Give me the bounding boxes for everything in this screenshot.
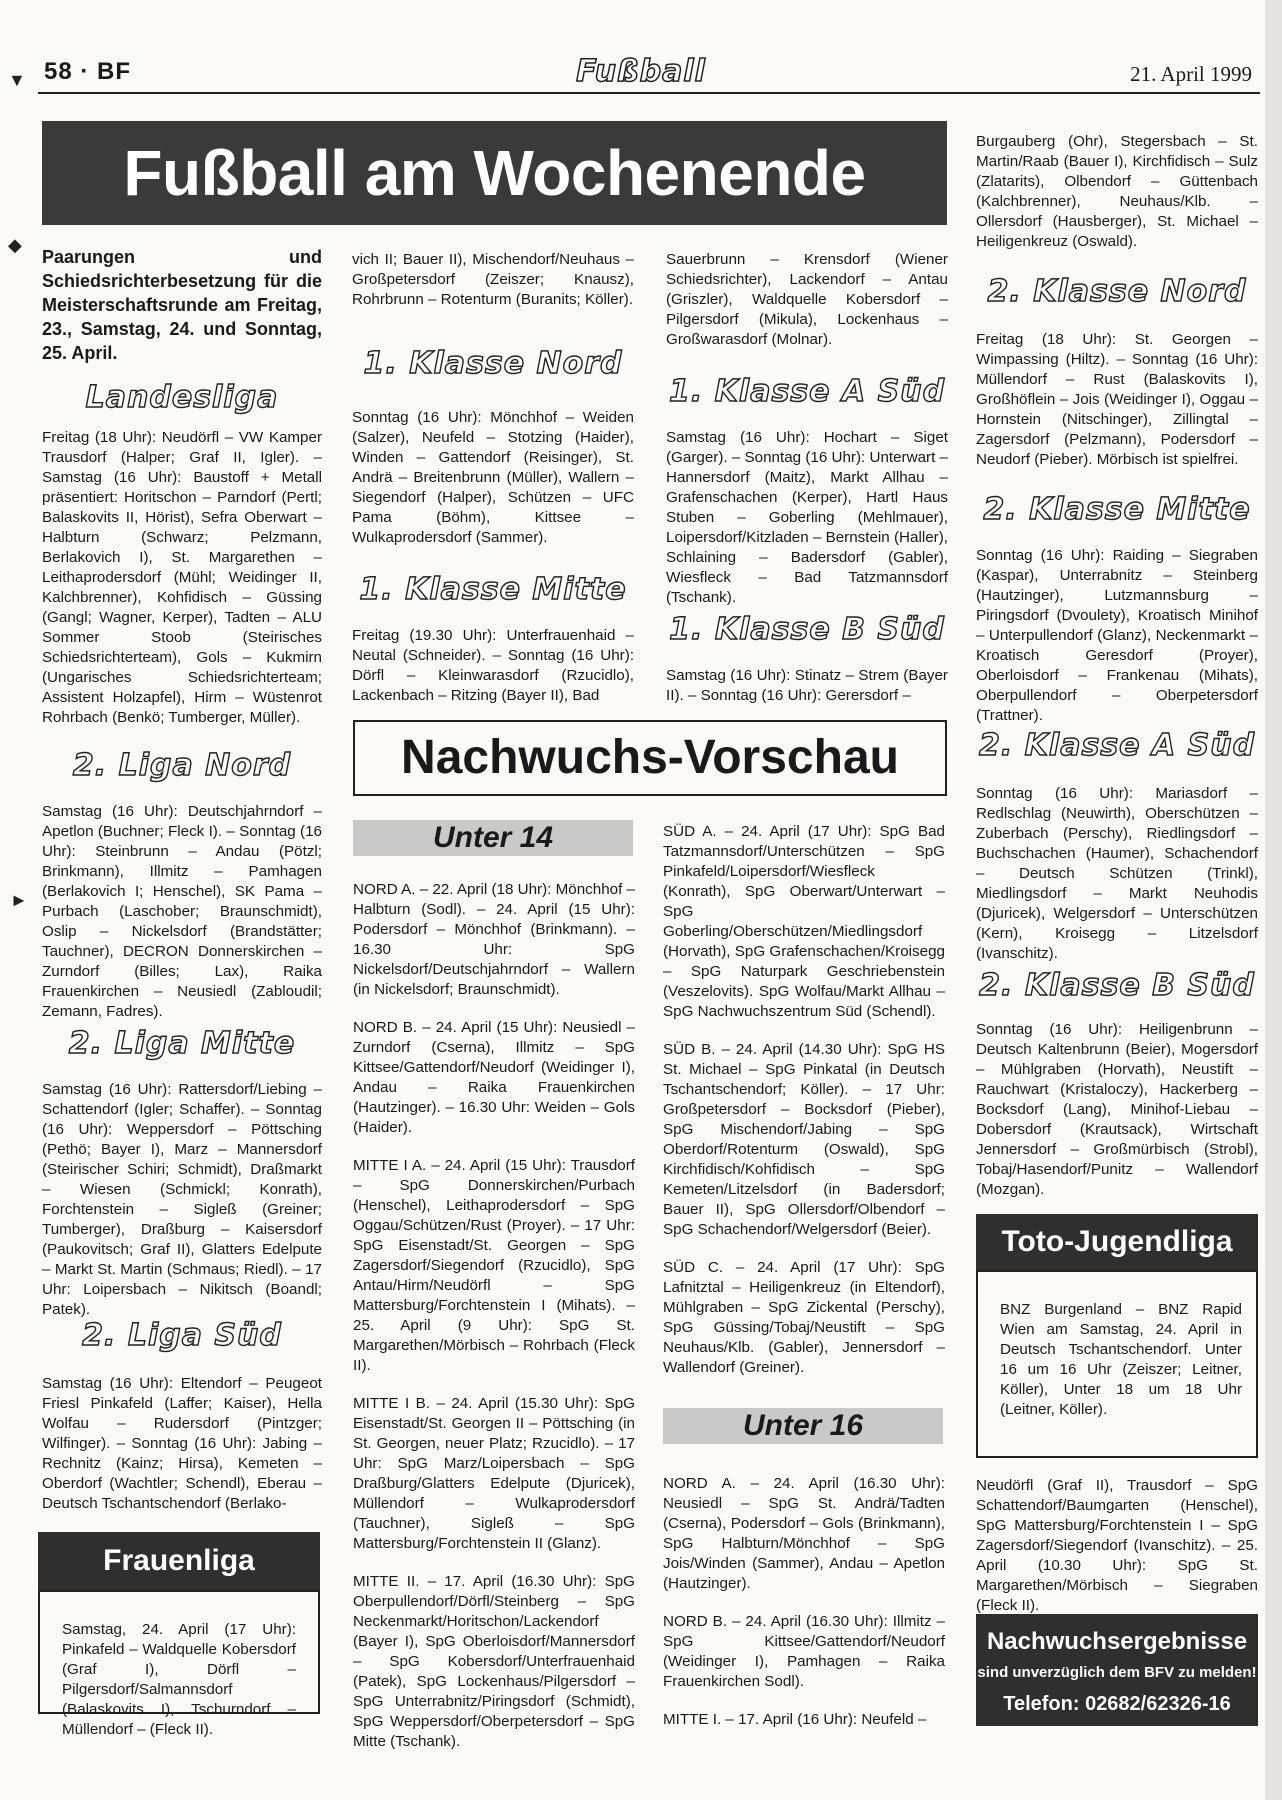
- intro-text: Paarungen und Schiedsrichterbesetzung für die Meisterschaftsrunde am Freitag, 23., Samstag, 24. und Sonntag, 25. April.: [42, 247, 322, 363]
- heading-2-klasse-nord: 2. Klasse Nord: [987, 274, 1247, 309]
- text-2-klasse-nord: Freitag (18 Uhr): St. Georgen – Wimpassing (Hiltz). – Sonntag (16 Uhr): Müllendorf – Rust (Balaskovits I), Großhöflein – Jois (Weidinger I), Oggau – Hornstein (Nitschinger), Zillingtal – Zagersdorf (Pelzmann), Podersdorf – Neudorf (Pieber). Mörbisch ist spielfrei.: [976, 331, 1258, 468]
- text-frauenliga: Samstag, 24. April (17 Uhr): Pinkafeld – Waldquelle Kobersdorf (Graf I), Dörfl – Pilgersdorf/Salmannsdorf (Balaskovits I), Tschurndorf – Müllendorf – (Fleck II).: [62, 1621, 296, 1738]
- u14-mitte-i-b: MITTE I B. – 24. April (15.30 Uhr): SpG Eisenstadt/St. Georgen II – Pöttsching (in St. Georgen, neuer Platz; Rzucidlo). – 17 Uhr: SpG Marz/Loipersbach – SpG Draßburg/Glatters Edelpute (Djuricek), Müllendorf – Wulkaprodersdorf (Tauchner), Sigleß – SpG Mattersburg/Forchtenstein II (Glanz).: [353, 1395, 635, 1552]
- heading-1-klasse-b-sued: 1. Klasse B Süd: [669, 612, 945, 647]
- heading-1-klasse-mitte: 1. Klasse Mitte: [359, 572, 627, 607]
- text-toto-jugendliga: BNZ Burgenland – BNZ Rapid Wien am Samstag, 24. April in Deutsch Tschantschendorf. Unter 16 um 16 Uhr (Zeiszer; Leitner, Köller), Unter 18 um 18 Uhr (Leitner, Köller).: [1000, 1301, 1242, 1418]
- text-2-liga-sued: Samstag (16 Uhr): Eltendorf – Peugeot Friesl Pinkafeld (Laffer; Kaiser), Hella Wolfau – Rudersdorf (Pintzger; Wilfinger). – Sonntag (16 Uhr): Jabing – Rechnitz (Kainz; Hirsa), Kemeten – Oberdorf (Wachtler; Schendl), Eberau – Deutsch Tschantschendorf (Berlako-: [42, 1375, 322, 1512]
- text-landesliga: Freitag (18 Uhr): Neudörfl – VW Kamper Trausdorf (Halper; Graf II, Igler). – Samstag (16 Uhr): Baustoff + Metall präsentiert: Horitschon – Parndorf (Pertl; Balaskovits II, Hörist), Sefra Oberwart – Halbturn (Schwarz; Pelzmann, Berlakovich I), St. Margarethen – Leithaprodersdorf (Mühl; Weidinger II, Kalchbrenner), Kohfidisch – Güssing (Gangl; Wagner, Kerper), Tadten – ALU Sommer Stoob (Steirisches Schiedsrichterteam), Gols – Kukmirn (Ungarisches Schiedsrichterteam; Assistent Holzapfel), Hirm – Wüstenrot Rohrbach (Benkö; Tumberger, Müller).: [42, 429, 322, 726]
- label-unter-16: Unter 16: [663, 1408, 943, 1444]
- label-unter-14: Unter 14: [353, 820, 633, 856]
- text-col2-continued: vich II; Bauer II), Mischendorf/Neuhaus – Großpetersdorf (Zeiszer; Knausz), Rohrbrunn – Rotenturm (Buranits; Köller).: [352, 251, 634, 308]
- ergebnisse-title: Nachwuchsergebnisse: [986, 1628, 1248, 1655]
- heading-2-liga-sued: 2. Liga Süd: [82, 1318, 282, 1353]
- text-col4-continued: Burgauberg (Ohr), Stegersbach – St. Martin/Raab (Bauer I), Kirchfidisch – Sulz (Zlatarits), Olbendorf – Güttenbach (Kalchbrenner), Neuhaus/Klb. – Ollersdorf (Hausberger), St. Michael – Heiligenkreuz (Oswald).: [976, 133, 1258, 250]
- ergebnisse-phone: Telefon: 02682/62326-16: [1003, 1693, 1231, 1715]
- text-1-klasse-b-sued: Samstag (16 Uhr): Stinatz – Strem (Bayer II). – Sonntag (16 Uhr): Gerersdorf –: [666, 667, 948, 704]
- u16-mitte-i: MITTE I. – 17. April (16 Uhr): Neufeld –: [663, 1711, 927, 1728]
- section-title: Fußball: [576, 54, 706, 89]
- heading-frauenliga: Frauenliga: [38, 1532, 320, 1590]
- heading-2-liga-mitte: 2. Liga Mitte: [68, 1026, 296, 1061]
- u14-sued-a: SÜD A. – 24. April (17 Uhr): SpG Bad Tatzmannsdorf/Unterschützen – SpG Pinkafeld/Loipersdorf/Wiesfleck (Konrath), SpG Oberwart/Unterwart – SpG Goberling/Oberschützen/Miedlingsdorf (Horvath), SpG Grafenschachen/Kroisegg – SpG Naturpark Geschriebenstein (Veszelovits). SpG Wolfau/Markt Allhau – SpG Nachwuchszentrum Süd (Schendl).: [663, 823, 945, 1020]
- scan-mark: ►: [10, 890, 28, 910]
- text-1-klasse-nord: Sonntag (16 Uhr): Mönchhof – Weiden (Salzer), Neufeld – Stotzing (Haider), Winden – Gattendorf (Reisinger), St. Andrä – Breitenbrunn (Müller), Wallern – Siegendorf (Halper), Schützen – UFC Pama (Böhm), Kittsee – Wulkaprodersdorf (Sammer).: [352, 409, 634, 546]
- header-rule: [38, 92, 1260, 94]
- frauenliga-box: [38, 1590, 320, 1738]
- ergebnisse-box: [976, 1614, 1258, 1726]
- u14-mitte-i-a: MITTE I A. – 24. April (15 Uhr): Trausdorf – SpG Donnerskirchen/Purbach (Henschel), Leithaprodersdorf – SpG Oggau/Schützen/Rust (Proyer). – 17 Uhr: SpG Eisenstadt/St. Georgen – SpG Zagersdorf/Siegendorf (Rzucidlo), SpG Antau/Hirm/Neudörfl – SpG Mattersburg/Forchtenstein I (Mihats). – 25. April (9 Uhr): SpG St. Margarethen/Mörbisch – Rohrbach (Fleck II).: [353, 1157, 635, 1374]
- nachwuchs-title: Nachwuchs-Vorschau: [353, 720, 947, 796]
- u14-nord-b: NORD B. – 24. April (15 Uhr): Neusiedl – Zurndorf (Cserna), Illmitz – SpG Kittsee/Gattendorf/Neudorf (Weidinger I), Andau – Raika Frauenkirchen (Hautzinger). – 16.30 Uhr: Weiden – Gols (Haider).: [353, 1019, 635, 1136]
- u16-nord-b: NORD B. – 24. April (16.30 Uhr): Illmitz – SpG Kittsee/Gattendorf/Neudorf (Weidinger I), Pamhagen – Raika Frauenkirchen Sodl).: [663, 1613, 945, 1690]
- heading-2-klasse-a-sued: 2. Klasse A Süd: [978, 728, 1256, 763]
- page-headline: Fußball am Wochenende: [42, 121, 947, 225]
- u14-nord-a: NORD A. – 22. April (18 Uhr): Mönchhof – Halbturn (Sodl). – 24. April (15 Uhr): Podersdorf – Mönchhof (Brinkmann). – 16.30 Uhr: SpG Nickelsdorf/Deutschjahrndorf – Wallern (in Nickelsdorf; Braunschmidt).: [353, 881, 635, 998]
- heading-1-klasse-a-sued: 1. Klasse A Süd: [668, 374, 946, 409]
- heading-2-klasse-mitte: 2. Klasse Mitte: [983, 492, 1251, 527]
- scan-mark: ◆: [8, 235, 22, 255]
- text-2-klasse-mitte: Sonntag (16 Uhr): Raiding – Siegraben (Kaspar), Unterrabnitz – Steinberg (Hautzinger), Lutzmannsburg – Piringsdorf (Dvoulety), Kroatisch Minihof – Unterpullendorf (Glanz), Neckenmarkt – Kroatisch Geresdorf (Proyer), Oberloisdorf – Frankenau (Mihats), Oberpullendorf – Oberpetersdorf (Trattner).: [976, 547, 1258, 724]
- heading-2-liga-nord: 2. Liga Nord: [72, 748, 292, 783]
- heading-toto-jugendliga: Toto-Jugendliga: [976, 1214, 1258, 1270]
- toto-box: [976, 1270, 1258, 1458]
- heading-1-klasse-nord: 1. Klasse Nord: [363, 346, 623, 381]
- u14-sued-b: SÜD B. – 24. April (14.30 Uhr): SpG HS St. Michael – SpG Pinkatal (in Deutsch Tschantschendorf; Köller). – 17 Uhr: Großpetersdorf – Bocksdorf (Pieber), SpG Mischendorf/Jabing – SpG Oberdorf/Rotenturm (Oswald), SpG Kirchfidisch/Kohfidisch – SpG Kemeten/Litzelsdorf (in Badersdorf; Bauer II), SpG Ollersdorf/Olbendorf – SpG Schachendorf/Welgersdorf (Beier).: [663, 1041, 945, 1238]
- text-2-klasse-b-sued: Sonntag (16 Uhr): Heiligenbrunn – Deutsch Kaltenbrunn (Beier), Mogersdorf – Mühlgraben (Horvath), Neustift – Rauchwart (Kristaloczy), Hackerberg – Bocksdorf (Lang), Minihof-Liebau – Dobersdorf (Krautsack), Wirtschaft Jennersdorf – Großmürbisch (Strobl), Tobaj/Hasendorf/Punitz – Wallendorf (Mozgan).: [976, 1021, 1258, 1198]
- heading-2-klasse-b-sued: 2. Klasse B Süd: [979, 968, 1255, 1003]
- text-1-klasse-a-sued: Samstag (16 Uhr): Hochart – Siget (Garger). – Sonntag (16 Uhr): Unterwart – Hannersdorf (Maitz), Markt Allhau – Grafenschachen (Kerper), Hartl Haus Stuben – Goberling (Mehlmauer), Loipersdorf/Kitzladen – Bernstein (Haller), Schlaining – Badersdorf (Gabler), Wiesfleck – Bad Tatzmannsdorf (Tschank).: [666, 429, 948, 606]
- page-number: 58 · BF: [44, 58, 132, 85]
- heading-landesliga: Landesliga: [85, 380, 279, 415]
- text-2-liga-mitte: Samstag (16 Uhr): Rattersdorf/Liebing – Schattendorf (Igler; Schaffer). – Sonntag (16 Uhr): Weppersdorf – Pöttsching (Pethö; Bayer I), Marz – Mannersdorf (Steirischer Schiri; Schmidt), Draßmarkt – Wiesen (Schmickl; Konrath), Forchtenstein – Sigleß (Greiner; Tumberger), Draßburg – Kaisersdorf (Paukovitsch; Graf II), Glatters Edelpute – Markt St. Martin (Schmaus; Riedl). – 17 Uhr: Loipersbach – Nikitsch (Boandl; Patek).: [42, 1081, 322, 1318]
- text-2-klasse-a-sued: Sonntag (16 Uhr): Mariasdorf – Redlschlag (Neuwirth), Oberschützen – Zuberbach (Perschy), Riedlingsdorf – Buchschachen (Haumer), Schachendorf – Deutsch Schützen (Trinkl), Miedlingsdorf – Markt Neuhodis (Djuricek), Welgersdorf – Unterschützen (Kern), Kroisegg – Litzelsdorf (Ivanschitz).: [976, 785, 1258, 962]
- text-col3-continued: Sauerbrunn – Krensdorf (Wiener Schiedsrichter), Lackendorf – Antau (Griszler), Waldquelle Kobersdorf – Pilgersdorf (Mikula), Lockenhaus – Großwarasdorf (Molnar).: [666, 251, 948, 348]
- scan-mark: ▼: [8, 70, 26, 90]
- u16-nord-a: NORD A. – 24. April (16.30 Uhr): Neusiedl – SpG St. Andrä/Tadten (Cserna), Podersdorf – Gols (Brinkmann), SpG Halbturn/Mönchhof – SpG Jois/Winden (Sammer), Andau – Apetlon (Hautzinger).: [663, 1475, 945, 1592]
- text-1-klasse-mitte: Freitag (19.30 Uhr): Unterfrauenhaid – Neutal (Schneider). – Sonntag (16 Uhr): Dörfl – Kleinwarasdorf (Rzucidlo), Lackenbach – Ritzing (Bayer II), Bad: [352, 627, 634, 704]
- u14-left-column: [353, 880, 635, 1752]
- text-2-liga-nord: Samstag (16 Uhr): Deutschjahrndorf – Apetlon (Buchner; Fleck I). – Sonntag (16 Uhr): Steinbrunn – Andau (Pötzl; Brinkmann), Illmitz – Pamhagen (Berlakovich I; Henschel), SK Pama – Purbach (Laschober; Braunschmidt), Oslip – Nickelsdorf (Brandstätter; Tauchner), DECRON Donnerskirchen – Zurndorf (Billes; Lax), Raika Frauenkirchen – Neusiedl (Zabloudil; Zemann, Fadres).: [42, 803, 322, 1020]
- text-col4-after-toto: Neudörfl (Graf II), Trausdorf – SpG Schattendorf/Baumgarten (Henschel), SpG Mattersburg/Forchtenstein I – SpG Zagersdorf/Siegendorf (Ivanschitz). – 25. April (10.30 Uhr): SpG St. Margarethen/Mörbisch – Siegraben (Fleck II).: [976, 1477, 1258, 1614]
- u14-mitte-ii: MITTE II. – 17. April (16.30 Uhr): SpG Oberpullendorf/Dörfl/Steinberg – SpG Neckenmarkt/Horitschon/Lackendorf (Bayer I), SpG Oberloisdorf/Mannersdorf – SpG Kobersdorf/Unterfrauenhaid (Patek), SpG Lockenhaus/Pilgersdorf – SpG Unterrabnitz/Piringsdorf (Schmidt), SpG Weppersdorf/Oberpetersdorf – SpG Mitte (Tschank).: [353, 1573, 635, 1750]
- u16-right-column: [663, 1474, 945, 1730]
- page-edge: [1265, 0, 1282, 1800]
- u14-sued-c: SÜD C. – 24. April (17 Uhr): SpG Lafnitztal – Heiligenkreuz (in Eltendorf), Mühlgraben – SpG Zickental (Perschy), SpG Güssing/Tobaj/Neustift – SpG Neuhaus/Klb. (Gabler), Jennersdorf – Wallendorf (Greiner).: [663, 1259, 945, 1376]
- ergebnisse-line: sind unverzüglich dem BFV zu melden!: [977, 1664, 1257, 1681]
- issue-date: 21. April 1999: [1130, 62, 1252, 86]
- u14-right-column: [663, 822, 945, 1378]
